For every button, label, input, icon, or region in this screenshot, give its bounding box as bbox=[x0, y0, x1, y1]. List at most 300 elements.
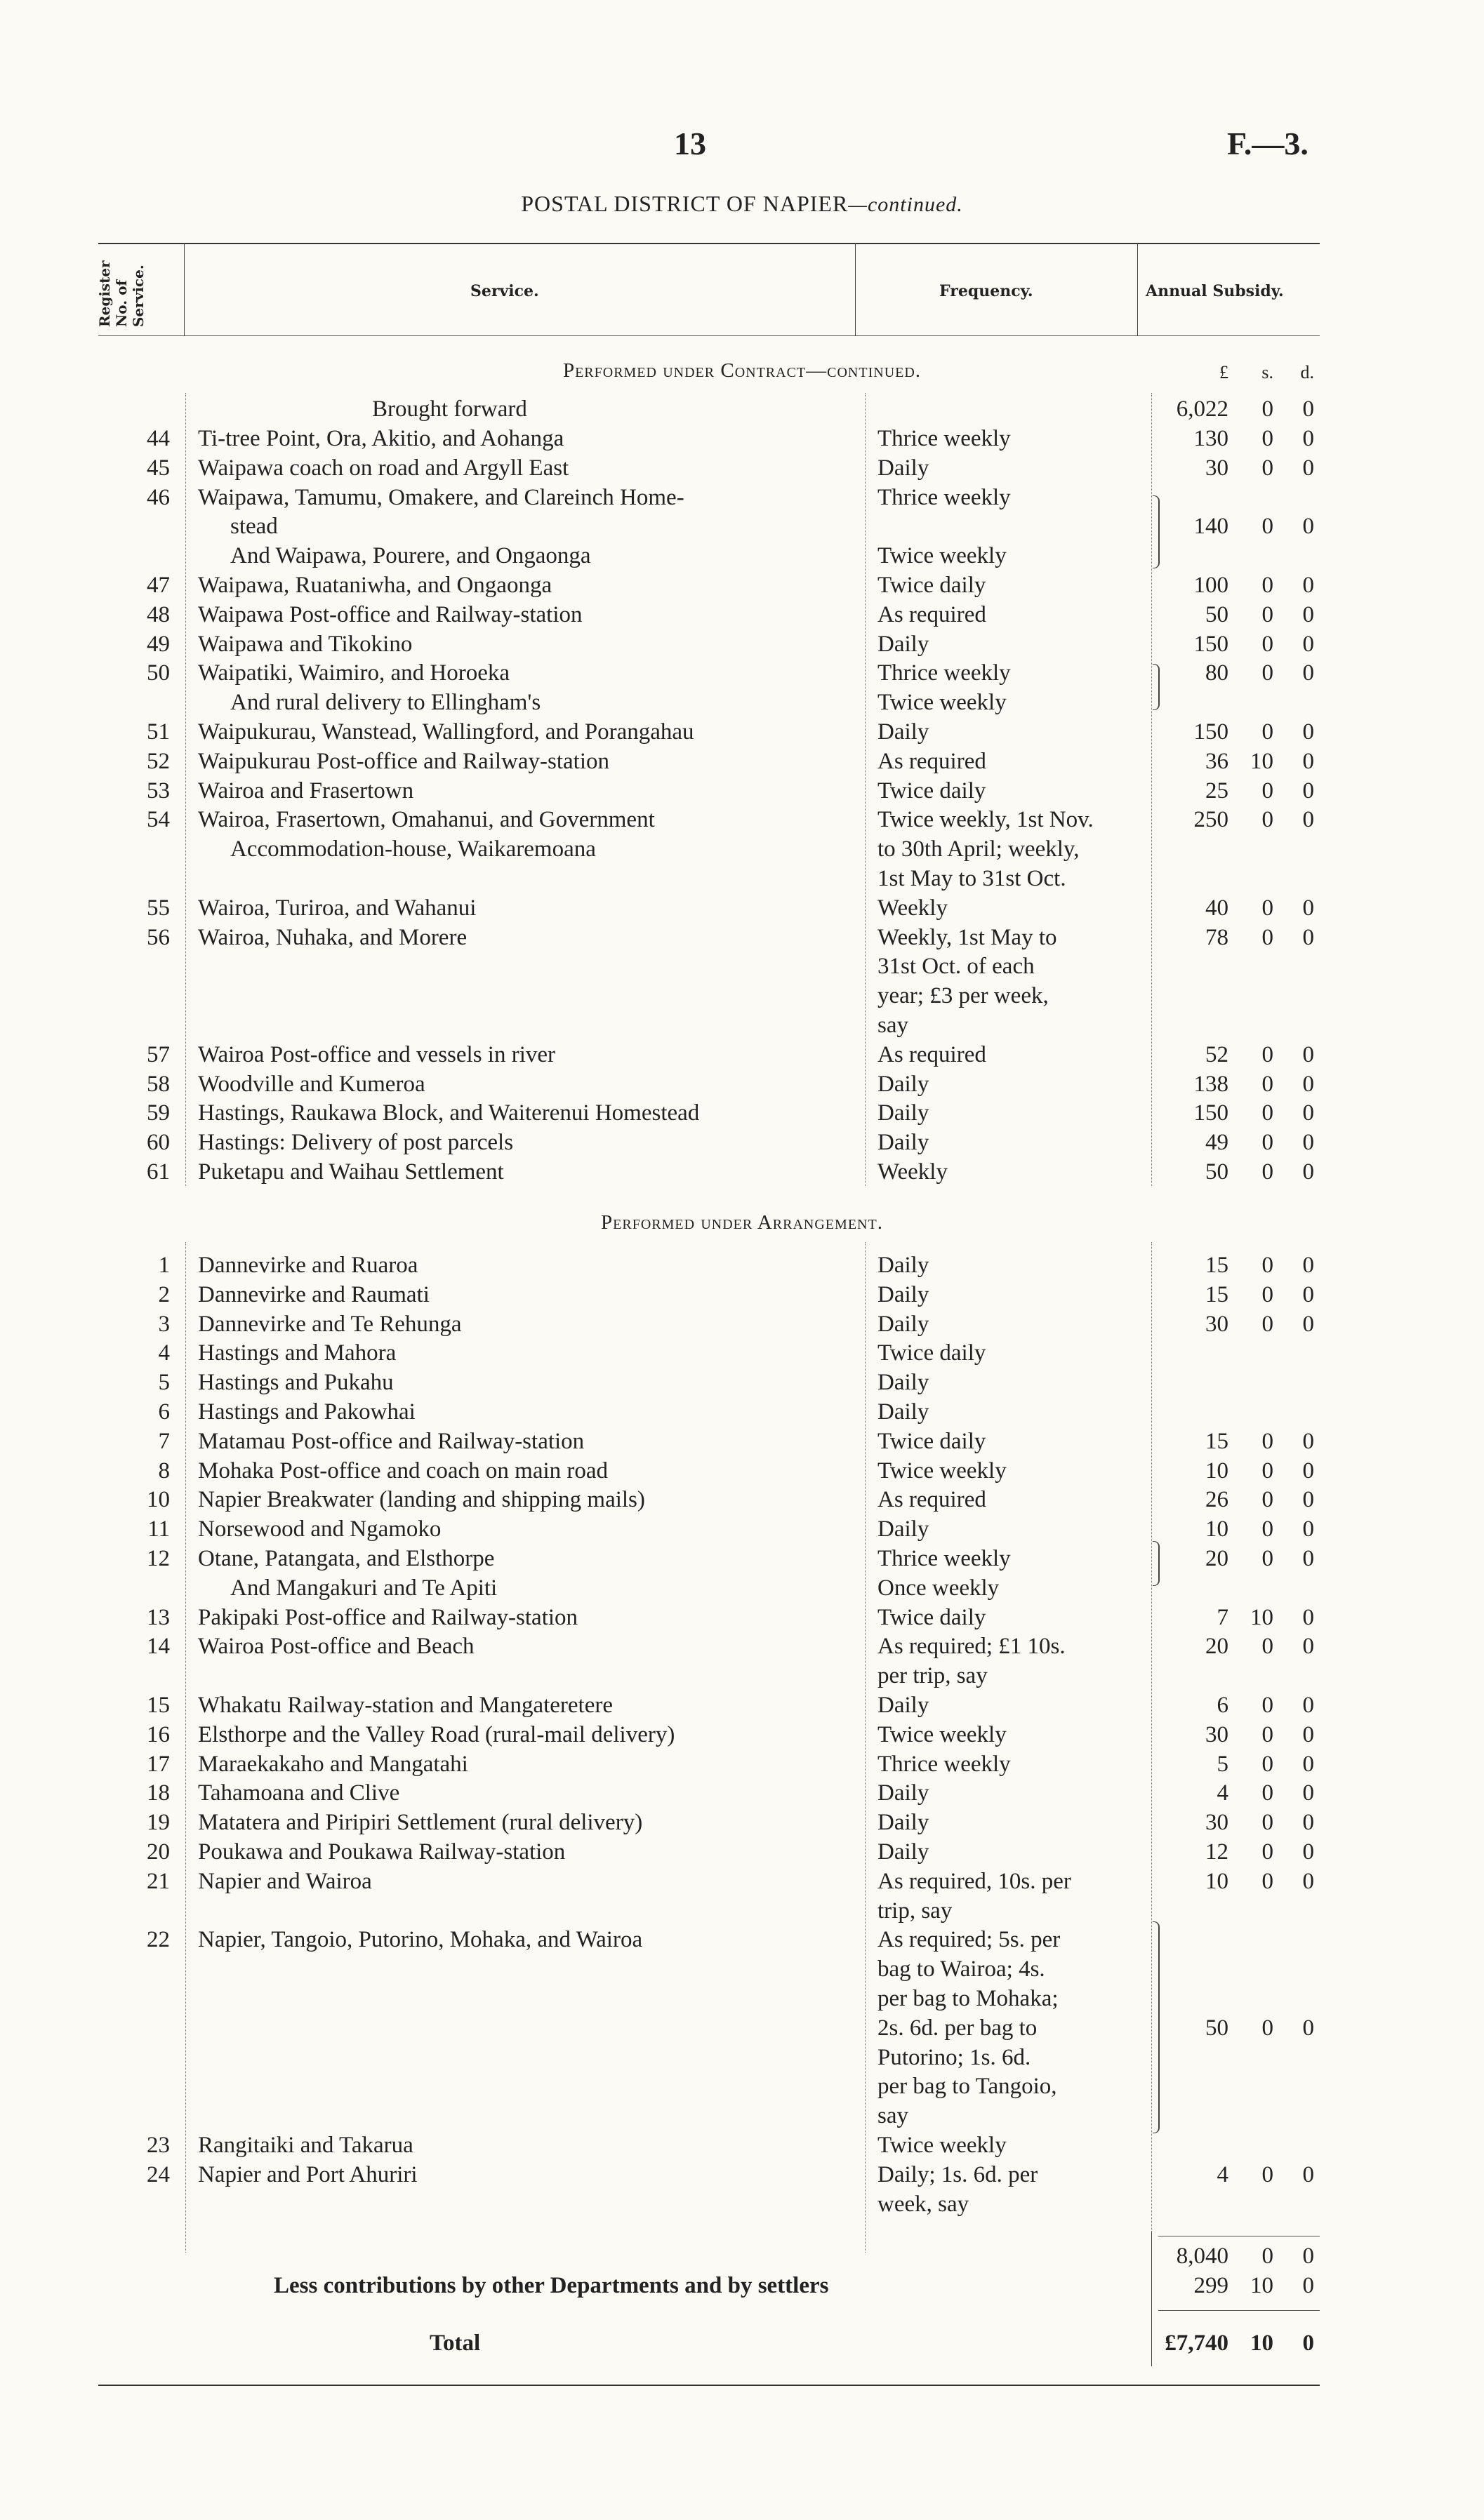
pounds-cell: 6 bbox=[1217, 1693, 1228, 1718]
register-number: 52 bbox=[147, 748, 170, 774]
frequency-cell: per bag to Mohaka; bbox=[877, 1986, 1059, 2011]
register-number: 61 bbox=[147, 1159, 170, 1185]
pence-cell: 0 bbox=[1302, 1041, 1314, 1067]
service-cell: Waipawa, Ruataniwha, and Ongaonga bbox=[198, 573, 552, 598]
register-number: 20 bbox=[147, 1839, 170, 1865]
frequency-cell: per trip, say bbox=[877, 1663, 988, 1689]
pounds-cell: 150 bbox=[1193, 719, 1228, 745]
shillings-cell: 0 bbox=[1261, 1810, 1273, 1836]
pence-cell: 0 bbox=[1302, 1810, 1314, 1836]
header-divider-1 bbox=[184, 243, 185, 335]
pence-cell: 0 bbox=[1302, 807, 1314, 833]
frequency-cell: per bag to Tangoio, bbox=[877, 2074, 1057, 2100]
frequency-cell: week, say bbox=[877, 2191, 969, 2217]
frequency-cell: Twice daily bbox=[877, 573, 986, 598]
frequency-cell: Daily bbox=[877, 1370, 929, 1396]
service-cell: Wairoa Post-office and vessels in river bbox=[198, 1041, 556, 1067]
shillings-cell: 0 bbox=[1261, 426, 1273, 451]
pounds-cell: 36 bbox=[1205, 748, 1228, 774]
pounds-cell: 25 bbox=[1205, 778, 1228, 804]
header-top-rule bbox=[98, 243, 1320, 244]
register-number: 22 bbox=[147, 1927, 170, 1953]
register-number: 10 bbox=[147, 1487, 170, 1513]
frequency-cell: Thrice weekly bbox=[877, 1546, 1011, 1571]
net-rule bbox=[1158, 2310, 1320, 2311]
gross-shillings: 0 bbox=[1261, 2244, 1273, 2269]
shillings-cell: 0 bbox=[1261, 778, 1273, 804]
frequency-cell: Daily; 1s. 6d. per bbox=[877, 2161, 1038, 2187]
frequency-cell: Daily bbox=[877, 1311, 929, 1337]
service-cell: Ti-tree Point, Ora, Akitio, and Aohanga bbox=[198, 426, 564, 451]
pounds-cell: 10 bbox=[1205, 1516, 1228, 1542]
service-cell: Hastings and Pukahu bbox=[198, 1370, 394, 1396]
frequency-cell: As required; 5s. per bbox=[877, 1927, 1061, 1953]
shillings-cell: 0 bbox=[1261, 1281, 1273, 1307]
bracket-12 bbox=[1153, 1541, 1160, 1586]
pounds-cell: 250 bbox=[1193, 807, 1228, 833]
shillings-cell: 0 bbox=[1261, 660, 1273, 686]
pounds-cell: 15 bbox=[1205, 1428, 1228, 1454]
register-number: 48 bbox=[147, 601, 170, 627]
pence-cell: 0 bbox=[1302, 1868, 1314, 1894]
shillings-cell: 0 bbox=[1261, 924, 1273, 950]
bracket-22 bbox=[1153, 1921, 1160, 2133]
shillings-cell: 0 bbox=[1261, 1751, 1273, 1777]
shillings-cell: 0 bbox=[1261, 1780, 1273, 1806]
register-number: 56 bbox=[147, 924, 170, 950]
page-code: F.—3. bbox=[1227, 126, 1309, 161]
service-cell: Hastings: Delivery of post parcels bbox=[198, 1130, 514, 1156]
pence-cell: 0 bbox=[1302, 1634, 1314, 1660]
frequency-cell: Putorino; 1s. 6d. bbox=[877, 2044, 1031, 2070]
unit-shillings: s. bbox=[1261, 362, 1273, 382]
pounds-cell: 30 bbox=[1205, 1311, 1228, 1337]
register-number: 23 bbox=[147, 2133, 170, 2158]
register-number: 17 bbox=[147, 1751, 170, 1777]
register-number: 11 bbox=[147, 1516, 170, 1542]
pence-cell: 0 bbox=[1302, 1546, 1314, 1571]
bracket-50 bbox=[1153, 664, 1160, 710]
bracket-46 bbox=[1153, 495, 1160, 568]
unit-pounds: £ bbox=[1219, 362, 1228, 382]
pounds-cell: 100 bbox=[1193, 573, 1228, 598]
frequency-cell: Daily bbox=[877, 719, 929, 745]
pence-cell: 0 bbox=[1302, 455, 1314, 481]
frequency-cell: Daily bbox=[877, 1516, 929, 1542]
service-cell: And Waipawa, Pourere, and Ongaonga bbox=[230, 543, 591, 569]
service-cell: Waipawa coach on road and Argyll East bbox=[198, 455, 569, 481]
frequency-cell: Thrice weekly bbox=[877, 426, 1011, 451]
register-number: 14 bbox=[147, 1634, 170, 1660]
pounds-cell: 50 bbox=[1205, 2015, 1228, 2041]
shillings-cell: 0 bbox=[1261, 1634, 1273, 1660]
frequency-cell: Twice weekly bbox=[877, 1721, 1007, 1747]
register-number: 12 bbox=[147, 1546, 170, 1571]
pounds-cell: 150 bbox=[1193, 1100, 1228, 1126]
brought-forward-label: Brought forward bbox=[372, 396, 527, 422]
register-number: 13 bbox=[147, 1604, 170, 1630]
service-cell: Elsthorpe and the Valley Road (rural-mail delivery) bbox=[198, 1721, 675, 1747]
brought-forward-shillings: 0 bbox=[1261, 396, 1273, 422]
pounds-cell: 138 bbox=[1193, 1071, 1228, 1097]
service-cell: Otane, Patangata, and Elsthorpe bbox=[198, 1546, 495, 1571]
register-number: 5 bbox=[158, 1370, 170, 1396]
less-shillings: 10 bbox=[1250, 2273, 1273, 2298]
register-number: 45 bbox=[147, 455, 170, 481]
shillings-cell: 0 bbox=[1261, 631, 1273, 657]
service-cell: Hastings, Raukawa Block, and Waiterenui Homestead bbox=[198, 1100, 700, 1126]
register-header-line-2: No. of bbox=[113, 279, 130, 327]
pence-cell: 0 bbox=[1302, 660, 1314, 686]
service-cell: Hastings and Pakowhai bbox=[198, 1399, 416, 1425]
service-cell: And rural delivery to Ellingham's bbox=[230, 690, 541, 716]
pounds-cell: 52 bbox=[1205, 1041, 1228, 1067]
service-cell: Accommodation-house, Waikaremoana bbox=[230, 836, 596, 862]
service-cell: Wairoa, Nuhaka, and Morere bbox=[198, 924, 468, 950]
shillings-cell: 10 bbox=[1250, 748, 1273, 774]
frequency-cell: Weekly bbox=[877, 1159, 948, 1185]
shillings-cell: 0 bbox=[1261, 1458, 1273, 1484]
subsidy-column-header: Annual Subsidy. bbox=[1146, 282, 1284, 300]
register-number: 2 bbox=[158, 1281, 170, 1307]
section-heading-contract: Performed under Contract—continued. bbox=[562, 359, 922, 382]
brought-forward-pounds: 6,022 bbox=[1176, 396, 1228, 422]
body-divider-freq bbox=[1151, 393, 1152, 1186]
frequency-cell: As required bbox=[877, 601, 986, 627]
register-number: 60 bbox=[147, 1130, 170, 1156]
pence-cell: 0 bbox=[1302, 1604, 1314, 1630]
pence-cell: 0 bbox=[1302, 426, 1314, 451]
pence-cell: 0 bbox=[1302, 601, 1314, 627]
pounds-cell: 30 bbox=[1205, 455, 1228, 481]
pounds-cell: 130 bbox=[1193, 426, 1228, 451]
register-number: 15 bbox=[147, 1693, 170, 1718]
pence-cell: 0 bbox=[1302, 2015, 1314, 2041]
total-shillings: 10 bbox=[1250, 2331, 1273, 2356]
less-pence: 0 bbox=[1302, 2273, 1314, 2298]
pence-cell: 0 bbox=[1302, 1751, 1314, 1777]
shillings-cell: 0 bbox=[1261, 807, 1273, 833]
service-cell: Puketapu and Waihau Settlement bbox=[198, 1159, 504, 1185]
pounds-cell: 50 bbox=[1205, 1159, 1228, 1185]
pence-cell: 0 bbox=[1302, 778, 1314, 804]
frequency-cell: Weekly, 1st May to bbox=[877, 924, 1057, 950]
service-cell: Wairoa, Frasertown, Omahanui, and Government bbox=[198, 807, 655, 833]
footer-rule bbox=[98, 2385, 1320, 2386]
frequency-cell: to 30th April; weekly, bbox=[877, 836, 1080, 862]
pounds-cell: 40 bbox=[1205, 895, 1228, 921]
total-label: Total bbox=[430, 2331, 481, 2356]
shillings-cell: 0 bbox=[1261, 1071, 1273, 1097]
pence-cell: 0 bbox=[1302, 631, 1314, 657]
pounds-cell: 150 bbox=[1193, 631, 1228, 657]
pounds-cell: 78 bbox=[1205, 924, 1228, 950]
total-pounds: £7,740 bbox=[1165, 2331, 1228, 2356]
shillings-cell: 0 bbox=[1261, 1041, 1273, 1067]
shillings-cell: 0 bbox=[1261, 455, 1273, 481]
pounds-cell: 80 bbox=[1205, 660, 1228, 686]
header-bottom-rule bbox=[98, 335, 1320, 336]
pence-cell: 0 bbox=[1302, 1693, 1314, 1718]
frequency-cell: Twice weekly bbox=[877, 2133, 1007, 2158]
shillings-cell: 0 bbox=[1261, 2015, 1273, 2041]
register-number: 44 bbox=[147, 426, 170, 451]
shillings-cell: 0 bbox=[1261, 1253, 1273, 1278]
section-heading-arrangement: Performed under Arrangement. bbox=[601, 1211, 883, 1234]
shillings-cell: 0 bbox=[1261, 1868, 1273, 1894]
register-number: 51 bbox=[147, 719, 170, 745]
pence-cell: 0 bbox=[1302, 2161, 1314, 2187]
frequency-cell: As required bbox=[877, 1041, 986, 1067]
pence-cell: 0 bbox=[1302, 1130, 1314, 1156]
service-column-header: Service. bbox=[470, 282, 539, 300]
service-cell: Waipatiki, Waimiro, and Horoeka bbox=[198, 660, 510, 686]
shillings-cell: 0 bbox=[1261, 1428, 1273, 1454]
frequency-cell: Twice daily bbox=[877, 1428, 986, 1454]
frequency-cell: Daily bbox=[877, 1780, 929, 1806]
service-cell: Napier and Wairoa bbox=[198, 1868, 372, 1894]
shillings-cell: 10 bbox=[1250, 1604, 1273, 1630]
pence-cell: 0 bbox=[1302, 895, 1314, 921]
frequency-cell: Thrice weekly bbox=[877, 484, 1011, 510]
frequency-cell: Twice weekly bbox=[877, 690, 1007, 716]
body-divider-no bbox=[185, 393, 186, 1186]
pounds-cell: 30 bbox=[1205, 1810, 1228, 1836]
frequency-cell: As required, 10s. per bbox=[877, 1868, 1071, 1894]
frequency-column-header: Frequency. bbox=[939, 282, 1033, 300]
pounds-cell: 4 bbox=[1217, 1780, 1228, 1806]
page-number: 13 bbox=[674, 126, 706, 161]
frequency-cell: Twice daily bbox=[877, 1604, 986, 1630]
register-number: 1 bbox=[158, 1253, 170, 1278]
service-cell: Dannevirke and Raumati bbox=[198, 1281, 430, 1307]
frequency-cell: Twice weekly bbox=[877, 1458, 1007, 1484]
gross-pounds: 8,040 bbox=[1176, 2244, 1228, 2269]
pounds-cell: 5 bbox=[1217, 1751, 1228, 1777]
pounds-cell: 10 bbox=[1205, 1868, 1228, 1894]
service-cell: Napier Breakwater (landing and shipping mails) bbox=[198, 1487, 645, 1513]
pounds-cell: 15 bbox=[1205, 1281, 1228, 1307]
frequency-cell: Twice daily bbox=[877, 1340, 986, 1366]
pence-cell: 0 bbox=[1302, 1253, 1314, 1278]
body-divider-no-2 bbox=[185, 1242, 186, 2253]
frequency-cell: 1st May to 31st Oct. bbox=[877, 866, 1066, 891]
pounds-cell: 4 bbox=[1217, 2161, 1228, 2187]
shillings-cell: 0 bbox=[1261, 1130, 1273, 1156]
register-number: 4 bbox=[158, 1340, 170, 1366]
pounds-cell: 15 bbox=[1205, 1253, 1228, 1278]
frequency-cell: Daily bbox=[877, 455, 929, 481]
shillings-cell: 0 bbox=[1261, 1100, 1273, 1126]
shillings-cell: 0 bbox=[1261, 2161, 1273, 2187]
pence-cell: 0 bbox=[1302, 1311, 1314, 1337]
unit-pence: d. bbox=[1300, 362, 1314, 382]
pounds-cell: 30 bbox=[1205, 1721, 1228, 1747]
service-cell: Napier, Tangoio, Putorino, Mohaka, and Wairoa bbox=[198, 1927, 643, 1953]
service-cell: Waipawa Post-office and Railway-station bbox=[198, 601, 583, 627]
gross-pence: 0 bbox=[1302, 2244, 1314, 2269]
service-cell: Dannevirke and Ruaroa bbox=[198, 1253, 418, 1278]
service-cell: Dannevirke and Te Rehunga bbox=[198, 1311, 462, 1337]
frequency-cell: 31st Oct. of each bbox=[877, 954, 1035, 980]
pence-cell: 0 bbox=[1302, 1071, 1314, 1097]
frequency-cell: Thrice weekly bbox=[877, 1751, 1011, 1777]
register-number: 53 bbox=[147, 778, 170, 804]
pence-cell: 0 bbox=[1302, 1458, 1314, 1484]
brought-forward-pence: 0 bbox=[1302, 396, 1314, 422]
pounds-cell: 49 bbox=[1205, 1130, 1228, 1156]
pence-cell: 0 bbox=[1302, 1487, 1314, 1513]
frequency-cell: Daily bbox=[877, 1399, 929, 1425]
register-number: 3 bbox=[158, 1311, 170, 1337]
service-cell: Waipawa and Tikokino bbox=[198, 631, 413, 657]
register-number: 7 bbox=[158, 1428, 170, 1454]
frequency-cell: Daily bbox=[877, 1810, 929, 1836]
shillings-cell: 0 bbox=[1261, 895, 1273, 921]
page-title bbox=[0, 191, 1484, 217]
pence-cell: 0 bbox=[1302, 748, 1314, 774]
frequency-cell: Thrice weekly bbox=[877, 660, 1011, 686]
total-pence: 0 bbox=[1302, 2331, 1314, 2356]
pounds-cell: 140 bbox=[1193, 514, 1228, 540]
frequency-cell: Daily bbox=[877, 1130, 929, 1156]
frequency-cell: say bbox=[877, 1013, 908, 1038]
frequency-cell: 2s. 6d. per bag to bbox=[877, 2015, 1038, 2041]
pounds-cell: 10 bbox=[1205, 1458, 1228, 1484]
pence-cell: 0 bbox=[1302, 573, 1314, 598]
service-cell: Wairoa Post-office and Beach bbox=[198, 1634, 475, 1660]
frequency-cell: As required bbox=[877, 1487, 986, 1513]
register-number: 46 bbox=[147, 484, 170, 510]
shillings-cell: 0 bbox=[1261, 1487, 1273, 1513]
body-divider-freq-2 bbox=[1151, 1242, 1152, 2253]
pounds-cell: 7 bbox=[1217, 1604, 1228, 1630]
service-cell: Hastings and Mahora bbox=[198, 1340, 397, 1366]
register-number: 50 bbox=[147, 660, 170, 686]
service-cell: Wairoa and Frasertown bbox=[198, 778, 414, 804]
register-number: 59 bbox=[147, 1100, 170, 1126]
register-number: 19 bbox=[147, 1810, 170, 1836]
frequency-cell: trip, say bbox=[877, 1898, 953, 1924]
frequency-cell: As required; £1 10s. bbox=[877, 1634, 1066, 1660]
service-cell: Napier and Port Ahuriri bbox=[198, 2161, 418, 2187]
service-cell: Maraekakaho and Mangatahi bbox=[198, 1751, 468, 1777]
register-number: 18 bbox=[147, 1780, 170, 1806]
less-pounds: 299 bbox=[1193, 2273, 1228, 2298]
shillings-cell: 0 bbox=[1261, 1839, 1273, 1865]
register-number: 58 bbox=[147, 1071, 170, 1097]
shillings-cell: 0 bbox=[1261, 719, 1273, 745]
pounds-cell: 20 bbox=[1205, 1546, 1228, 1571]
service-cell: Poukawa and Poukawa Railway-station bbox=[198, 1839, 566, 1865]
less-contributions-label: Less contributions by other Departments and by settlers bbox=[274, 2273, 829, 2298]
pence-cell: 0 bbox=[1302, 1159, 1314, 1185]
register-number: 47 bbox=[147, 573, 170, 598]
page-title-suffix: —continued. bbox=[848, 193, 963, 216]
pounds-cell: 20 bbox=[1205, 1634, 1228, 1660]
pence-cell: 0 bbox=[1302, 1780, 1314, 1806]
service-cell: Matatera and Piripiri Settlement (rural delivery) bbox=[198, 1810, 643, 1836]
register-number: 54 bbox=[147, 807, 170, 833]
frequency-cell: Daily bbox=[877, 1693, 929, 1718]
service-cell: Matamau Post-office and Railway-station bbox=[198, 1428, 585, 1454]
header-divider-3 bbox=[1137, 243, 1138, 335]
register-column-header bbox=[95, 251, 183, 328]
service-cell: Norsewood and Ngamoko bbox=[198, 1516, 442, 1542]
service-cell: And Mangakuri and Te Apiti bbox=[230, 1575, 498, 1601]
body-divider-service-2 bbox=[865, 1242, 866, 2253]
register-number: 24 bbox=[147, 2161, 170, 2187]
register-number: 21 bbox=[147, 1868, 170, 1894]
frequency-cell: Twice daily bbox=[877, 778, 986, 804]
frequency-cell: bag to Wairoa; 4s. bbox=[877, 1956, 1045, 1982]
pence-cell: 0 bbox=[1302, 1281, 1314, 1307]
frequency-cell: year; £3 per week, bbox=[877, 983, 1049, 1009]
service-cell: Waipawa, Tamumu, Omakere, and Clareinch Home- bbox=[198, 484, 684, 510]
pounds-cell: 26 bbox=[1205, 1487, 1228, 1513]
frequency-cell: say bbox=[877, 2103, 908, 2129]
frequency-cell: Daily bbox=[877, 1281, 929, 1307]
service-cell: Wairoa, Turiroa, and Wahanui bbox=[198, 895, 477, 921]
shillings-cell: 0 bbox=[1261, 1721, 1273, 1747]
pence-cell: 0 bbox=[1302, 1721, 1314, 1747]
pence-cell: 0 bbox=[1302, 1839, 1314, 1865]
frequency-cell: Weekly bbox=[877, 895, 948, 921]
pence-cell: 0 bbox=[1302, 1100, 1314, 1126]
service-cell: Pakipaki Post-office and Railway-station bbox=[198, 1604, 578, 1630]
register-number: 8 bbox=[158, 1458, 170, 1484]
frequency-cell: Daily bbox=[877, 1071, 929, 1097]
shillings-cell: 0 bbox=[1261, 1516, 1273, 1542]
shillings-cell: 0 bbox=[1261, 601, 1273, 627]
service-cell: stead bbox=[230, 514, 278, 540]
frequency-cell: Daily bbox=[877, 1100, 929, 1126]
frequency-cell: Twice weekly bbox=[877, 543, 1007, 569]
shillings-cell: 0 bbox=[1261, 514, 1273, 540]
shillings-cell: 0 bbox=[1261, 1693, 1273, 1718]
shillings-cell: 0 bbox=[1261, 1546, 1273, 1571]
pence-cell: 0 bbox=[1302, 719, 1314, 745]
register-number: 16 bbox=[147, 1721, 170, 1747]
service-cell: Woodville and Kumeroa bbox=[198, 1071, 425, 1097]
service-cell: Tahamoana and Clive bbox=[198, 1780, 400, 1806]
register-number: 6 bbox=[158, 1399, 170, 1425]
shillings-cell: 0 bbox=[1261, 1159, 1273, 1185]
service-cell: Rangitaiki and Takarua bbox=[198, 2133, 413, 2158]
frequency-cell: Daily bbox=[877, 631, 929, 657]
service-cell: Whakatu Railway-station and Mangateretere bbox=[198, 1693, 614, 1718]
service-cell: Waipukurau, Wanstead, Wallingford, and Porangahau bbox=[198, 719, 694, 745]
register-number: 49 bbox=[147, 631, 170, 657]
service-cell: Waipukurau Post-office and Railway-station bbox=[198, 748, 610, 774]
register-number: 57 bbox=[147, 1041, 170, 1067]
service-cell: Mohaka Post-office and coach on main road bbox=[198, 1458, 609, 1484]
register-header-line-1: Register bbox=[96, 260, 113, 327]
shillings-cell: 0 bbox=[1261, 573, 1273, 598]
frequency-cell: As required bbox=[877, 748, 986, 774]
register-header-line-3: Service. bbox=[130, 265, 147, 327]
header-divider-2 bbox=[855, 243, 856, 335]
frequency-cell: Daily bbox=[877, 1253, 929, 1278]
pence-cell: 0 bbox=[1302, 1516, 1314, 1542]
frequency-cell: Daily bbox=[877, 1839, 929, 1865]
frequency-cell: Once weekly bbox=[877, 1575, 1000, 1601]
pence-cell: 0 bbox=[1302, 1428, 1314, 1454]
pence-cell: 0 bbox=[1302, 924, 1314, 950]
pence-cell: 0 bbox=[1302, 514, 1314, 540]
frequency-cell: Twice weekly, 1st Nov. bbox=[877, 807, 1094, 833]
page-title-main: POSTAL DISTRICT OF NAPIER bbox=[521, 191, 849, 216]
